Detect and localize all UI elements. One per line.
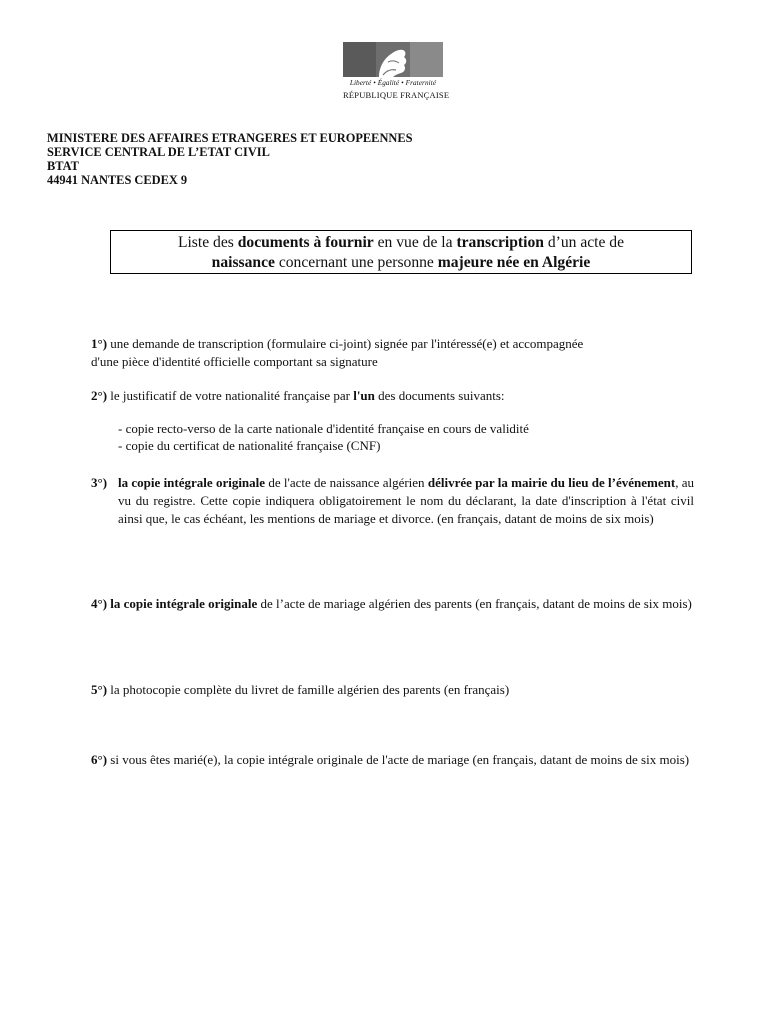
title-bold-text: naissance	[211, 254, 275, 271]
title-text: Liste des	[177, 234, 238, 251]
document-title-box	[110, 230, 692, 274]
item-number: 4°)	[91, 596, 108, 611]
title-bold-text: documents à fournir	[237, 234, 374, 251]
header-line-postal: 44941 NANTES CEDEX 9	[47, 173, 188, 187]
header-line-ministry: MINISTERE DES AFFAIRES ETRANGERES ET EUROPEENNES	[47, 131, 413, 145]
item-text: si vous êtes marié(e), la copie intégrale originale de l'acte de mariage (en français, datant de moins de six mois)	[107, 752, 690, 767]
list-item-5	[91, 681, 694, 699]
nationality-proof-list	[118, 420, 529, 454]
item-paragraph	[91, 751, 694, 769]
republique-francaise-logo	[343, 42, 450, 104]
item-text: de l’acte de mariage algérien des parents (en français, datant de moins de six mois)	[257, 596, 692, 611]
title-bold-text: majeure née en Algérie	[437, 254, 591, 271]
list-item-1	[91, 335, 691, 371]
bullet-item: - copie recto-verso de la carte nationale d'identité française en cours de validité	[118, 421, 529, 436]
title-text: concernant une personne	[274, 254, 438, 271]
item-paragraph	[91, 595, 694, 613]
item-bold-text: la copie intégrale originale	[118, 475, 266, 490]
item-text: une demande de transcription (formulaire ci-joint) signée par l'intéressé(e) et accompagnée	[107, 336, 584, 351]
logo-motto: Liberté • Égalité • Fraternité	[349, 79, 437, 87]
item-bold-text: délivrée par la mairie du lieu de l’événement	[427, 475, 676, 490]
item-number: 5°)	[91, 682, 108, 697]
item-number: 2°)	[91, 388, 108, 403]
item-number: 1°)	[91, 336, 108, 351]
title-bold-text: transcription	[456, 234, 544, 251]
header-line-service: SERVICE CENTRAL DE L’ETAT CIVIL	[47, 145, 270, 159]
list-item-4	[91, 595, 694, 613]
item-text: des documents suivants:	[374, 388, 505, 403]
header-line-btat: BTAT	[47, 159, 79, 173]
item-text: le justificatif de votre nationalité française par	[107, 388, 354, 403]
ministry-header	[47, 131, 467, 187]
item-bold-text: la copie intégrale originale	[107, 596, 258, 611]
logo-republique-francaise: RÉPUBLIQUE FRANÇAISE	[343, 90, 450, 100]
item-text: , au vu du registre. Cette copie indiquera obligatoirement le nom du déclarant, la date d'inscription à l'état civil ainsi que, le cas échéant, les mentions de mariage et divorce. (en français, datant de moins de six mois)	[118, 475, 694, 526]
item-number: 3°)	[91, 475, 108, 490]
item-number: 6°)	[91, 752, 108, 767]
item-paragraph	[118, 474, 694, 528]
list-item-3	[91, 474, 694, 528]
bullet-item: - copie du certificat de nationalité française (CNF)	[118, 438, 381, 453]
list-item-2	[91, 387, 691, 405]
title-line-2	[111, 253, 691, 273]
item-text: d'une pièce d'identité officielle comportant sa signature	[91, 354, 378, 369]
marianne-emblem-icon	[343, 42, 443, 77]
title-text: en vue de la	[373, 234, 457, 251]
title-line-1	[111, 233, 691, 253]
item-text: de l'acte de naissance algérien	[265, 475, 428, 490]
title-text: d’un acte de	[543, 234, 625, 251]
item-text: la photocopie complète du livret de famille algérien des parents (en français)	[107, 682, 510, 697]
item-bold-text: l'un	[353, 388, 375, 403]
list-item-6	[91, 751, 694, 769]
